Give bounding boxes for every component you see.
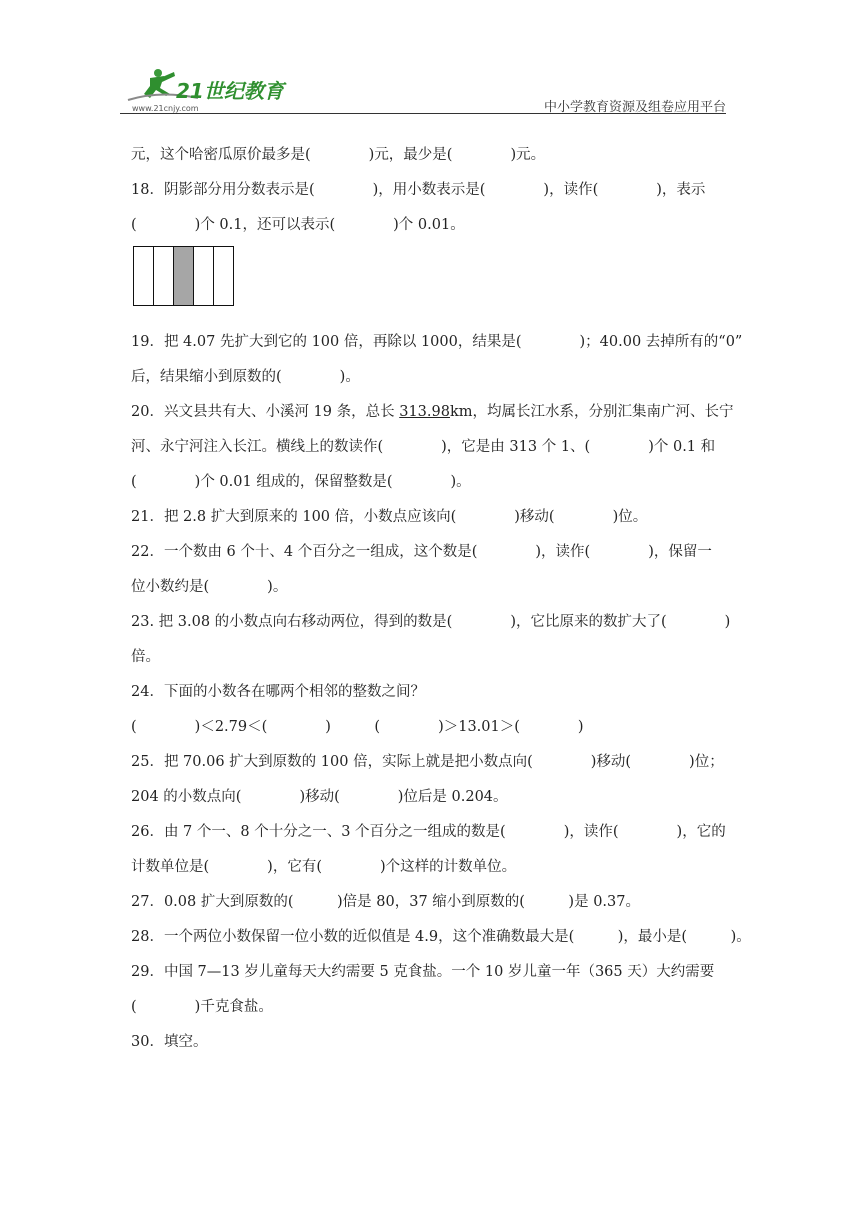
logo-url: www.21cnjy.com	[132, 104, 199, 113]
question-content	[131, 138, 751, 1060]
q24-line1: 24．下面的小数各在哪两个相邻的整数之间？	[131, 684, 425, 700]
q18-figure	[131, 243, 731, 325]
q29-line1: 29．中国 7—13 岁儿童每天大约需要 5 克食盐。一个 10 岁儿童一年（365 天）大约需要	[131, 964, 715, 980]
q23-line2: 倍。	[131, 649, 160, 665]
q19-line1: 19．把 4.07 先扩大到它的 100 倍，再除以 1000，结果是( )；40.00 去掉所有的“0”	[131, 334, 743, 350]
q28: 28．一个两位小数保留一位小数的近似值是 4.9，这个准确数最大是( )，最小是( )。	[131, 929, 751, 945]
q18-line1: 18．阴影部分用分数表示是( )，用小数表示是( )，读作( )，表示	[131, 182, 706, 198]
q20-text-b: km，均属长江水系，分别汇集南广河、长宁	[449, 404, 734, 420]
q25-line2: 204 的小数点向( )移动( )位后是 0.204。	[131, 789, 508, 805]
q23-line1: 23. 把 3.08 的小数点向右移动两位，得到的数是( )，它比原来的数扩大了( )	[131, 614, 731, 630]
q27: 27．0.08 扩大到原数的( )倍是 80，37 缩小到原数的( )是 0.37。	[131, 894, 640, 910]
grid-cell	[134, 247, 154, 305]
q22-line1: 22．一个数由 6 个十、4 个百分之一组成，这个数是( )，读作( )，保留一	[131, 544, 712, 560]
q20-line1	[131, 395, 734, 430]
shaded-rectangle	[133, 246, 234, 306]
q25-line1: 25．把 70.06 扩大到原数的 100 倍，实际上就是把小数点向( )移动( )位；	[131, 754, 724, 770]
page-header	[120, 64, 726, 114]
q17-tail: 元，这个哈密瓜原价最多是( )元，最少是( )元。	[131, 147, 546, 163]
q20-underlined-number: 313.98	[399, 404, 450, 420]
q30: 30．填空。	[131, 1034, 208, 1050]
q22-line2: 位小数约是( )。	[131, 579, 288, 595]
21cnjy-logo	[120, 64, 300, 114]
q26-line1: 26．由 7 个一、8 个十分之一、3 个百分之一组成的数是( )，读作( )，它的	[131, 824, 726, 840]
q24-line2: ( )＜2.79＜( ) ( )＞13.01＞( )	[131, 719, 584, 735]
grid-cell	[214, 247, 233, 305]
logo-text: 21世纪教育	[176, 79, 284, 103]
grid-cell	[194, 247, 214, 305]
q20-line2: 河、永宁河注入长江。横线上的数读作( )，它是由 313 个 1、( )个 0.1 和	[131, 439, 716, 455]
q29-line2: ( )千克食盐。	[131, 999, 273, 1015]
q18-line2: ( )个 0.1，还可以表示( )个 0.01。	[131, 217, 465, 233]
q20-line3: ( )个 0.01 组成的，保留整数是( )。	[131, 474, 471, 490]
q21: 21．把 2.8 扩大到原来的 100 倍，小数点应该向( )移动( )位。	[131, 509, 648, 525]
q20-text-a: 20．兴文县共有大、小溪河 19 条，总长	[131, 404, 400, 420]
grid-cell-shaded	[174, 247, 194, 305]
header-divider	[120, 113, 726, 114]
q19-line2: 后，结果缩小到原数的( )。	[131, 369, 360, 385]
grid-cell	[154, 247, 174, 305]
q26-line2: 计数单位是( )，它有( )个这样的计数单位。	[131, 859, 517, 875]
platform-name: 中小学教育资源及组卷应用平台	[543, 100, 726, 115]
